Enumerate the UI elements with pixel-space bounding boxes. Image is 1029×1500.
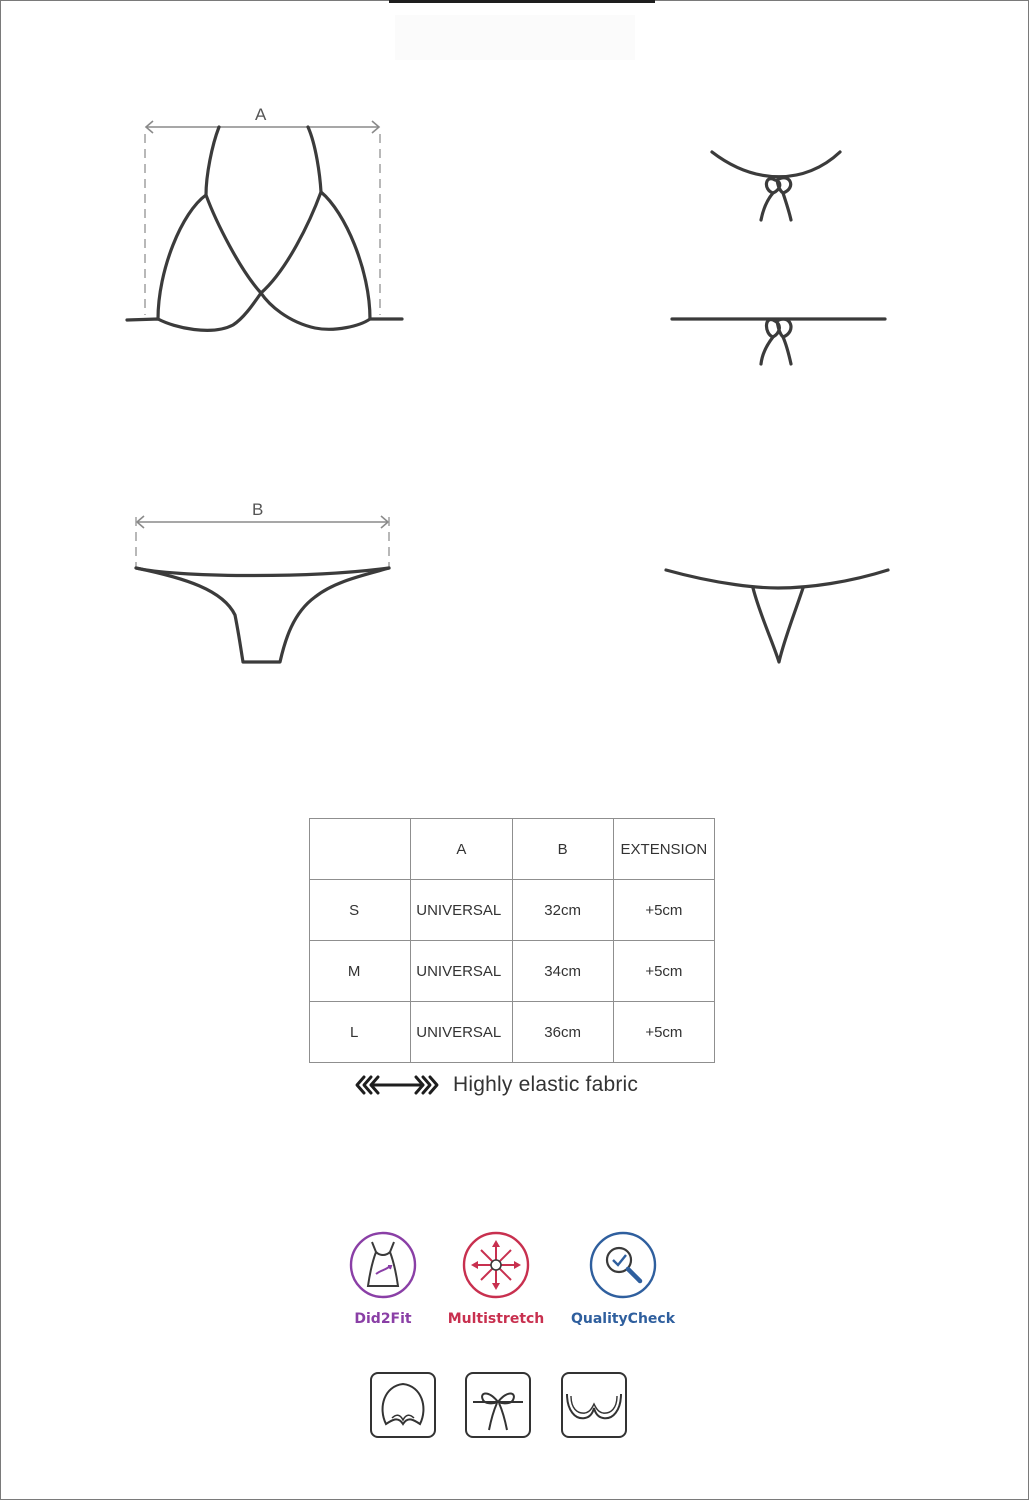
stretch-arrows-icon [461,1230,531,1300]
panty-front-diagram [125,495,400,670]
table-header-cell: A [411,819,512,880]
size-table [309,818,715,1063]
underwire-icon [561,1372,627,1438]
a-cell: UNIVERSAL [411,1002,512,1063]
thong-back-strap [753,588,803,662]
badge-multistretch [441,1230,551,1327]
badge-label: QualityCheck [570,1311,676,1327]
panty-leg-opening [136,568,389,662]
table-header-cell: EXTENSION [613,819,714,880]
soft-cup-icon [370,1372,436,1438]
thong-waistband [666,570,888,588]
bra-left-strap [206,127,219,195]
table-row [310,880,715,941]
elastic-note-text: Highly elastic fabric [453,1073,639,1096]
neck-tie-band [712,152,840,177]
table-row [310,1002,715,1063]
bra-right-strap [308,127,321,192]
double-arrow-icon [355,1074,439,1096]
size-cell: L [310,1002,411,1063]
bra-front-diagram [120,100,410,340]
table-header-cell [310,819,411,880]
badge-label: Did2Fit [354,1311,412,1327]
a-cell: UNIVERSAL [411,941,512,1002]
faded-logo-area [395,15,635,60]
dimension-b-label: B [252,500,264,519]
b-cell: 34cm [512,941,613,1002]
b-cell: 32cm [512,880,613,941]
badge-did2fit [328,1230,438,1327]
table-row [310,941,715,1002]
dimension-a-label: A [255,105,267,124]
neck-tie-bow [761,178,791,220]
extension-cell: +5cm [613,880,714,941]
a-cell: UNIVERSAL [411,880,512,941]
bra-back-tie-diagram [665,140,890,370]
bra-left-cup [158,195,261,319]
badge-label: Multistretch [447,1311,545,1327]
back-tie-bow [761,319,791,364]
size-cell: M [310,941,411,1002]
top-bar [389,0,655,3]
extension-cell: +5cm [613,1002,714,1063]
bra-right-cup [261,192,370,319]
dress-fit-icon [348,1230,418,1300]
magnifier-check-icon [588,1230,658,1300]
extension-cell: +5cm [613,941,714,1002]
size-cell: S [310,880,411,941]
panty-waistband [136,568,389,576]
b-cell: 36cm [512,1002,613,1063]
badge-qualitycheck [568,1230,678,1327]
elastic-note [355,1070,638,1100]
bow-tie-icon [465,1372,531,1438]
table-header-cell: B [512,819,613,880]
panty-back-diagram [660,560,895,670]
bra-band [127,293,402,330]
table-header-row [310,819,715,880]
